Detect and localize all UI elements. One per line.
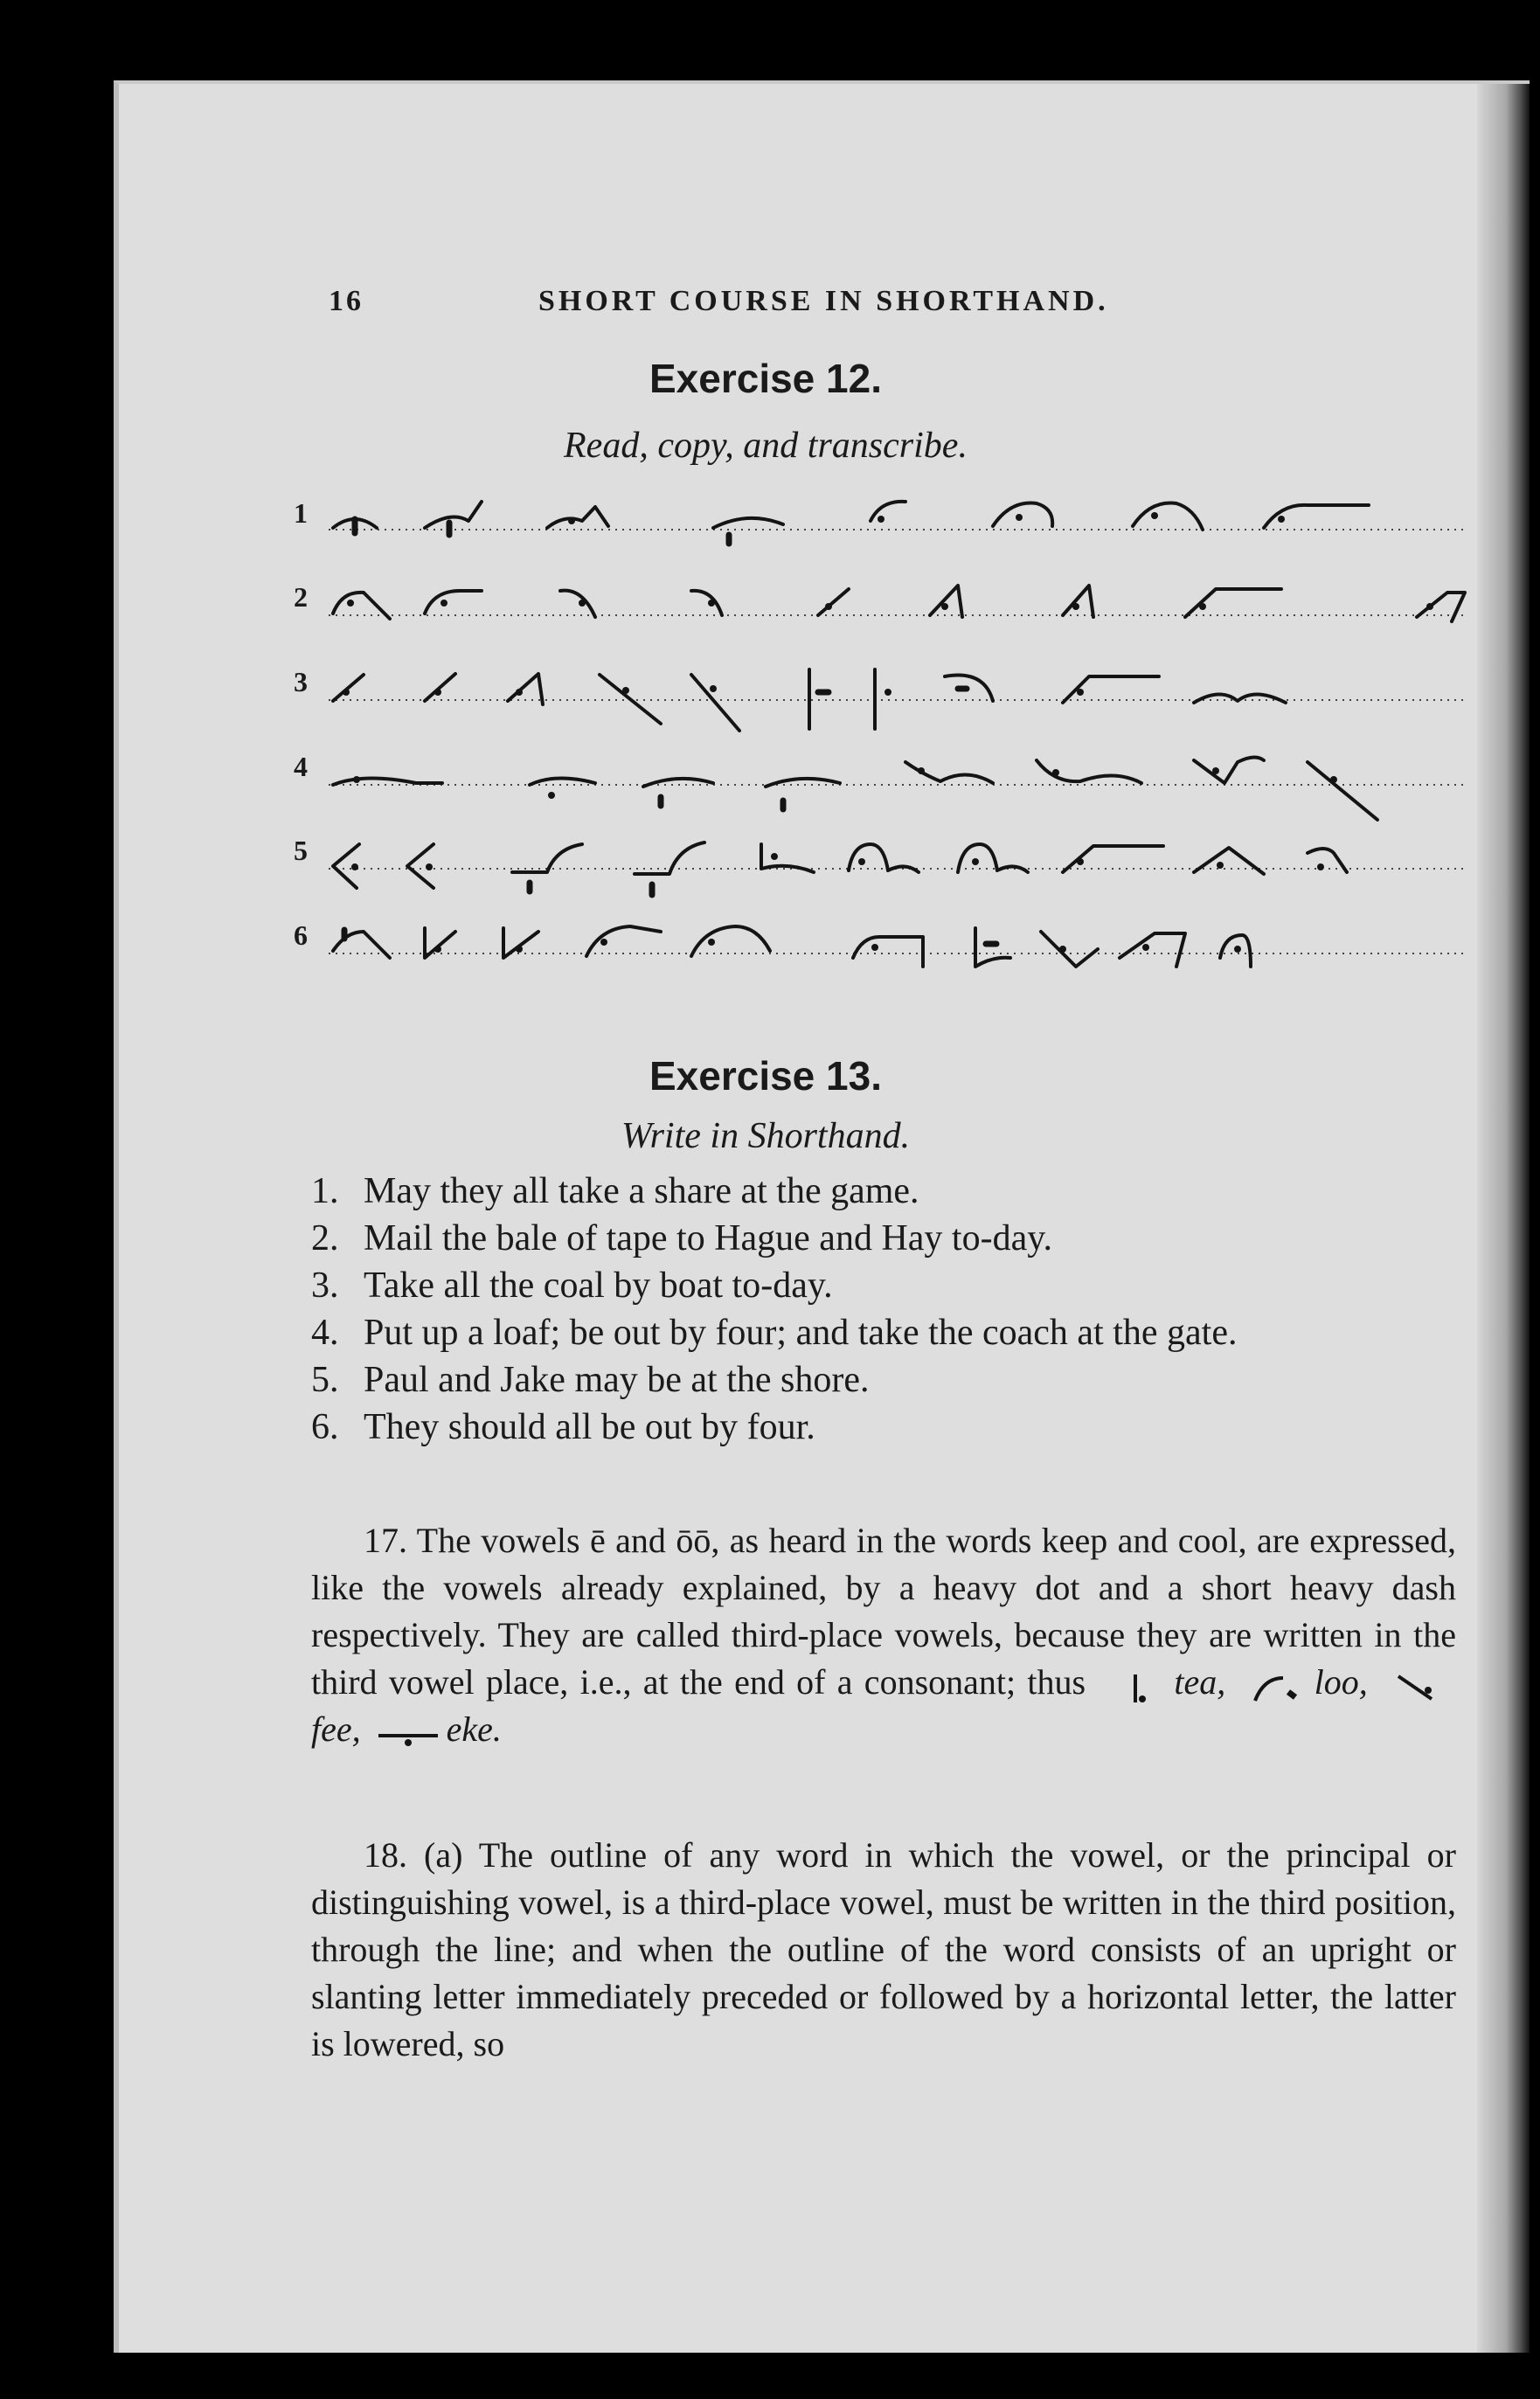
sentence-number: 1.: [311, 1171, 339, 1211]
sentence-text: May they all take a share at the game.: [364, 1171, 919, 1211]
running-title: SHORT COURSE IN SHORTHAND.: [538, 285, 1109, 317]
exercise-13-subtitle: Write in Shorthand.: [621, 1116, 911, 1156]
exercise-12-subtitle: Read, copy, and transcribe.: [564, 426, 968, 466]
sentence-number: 4.: [311, 1313, 339, 1353]
sentence-text: Mail the bale of tape to Hague and Hay to-day.: [364, 1218, 1052, 1258]
shorthand-tea: [1097, 1669, 1174, 1702]
sentence-number: 2.: [311, 1218, 339, 1258]
section-18: [311, 1832, 1456, 2068]
sentence-text: Put up a loaf; be out by four; and take the coach at the gate.: [364, 1313, 1238, 1353]
row-4-outlines: [333, 757, 1377, 820]
sentence-number: 6.: [311, 1407, 339, 1447]
sentence-item: [311, 1262, 1465, 1309]
row-number: 6: [294, 919, 308, 951]
sentence-item: [311, 1309, 1465, 1356]
shorthand-fee: [1379, 1669, 1456, 1702]
row-number: 2: [294, 581, 308, 613]
example-word: fee,: [311, 1709, 361, 1749]
exercise-13-title: Exercise 13.: [649, 1053, 882, 1099]
shorthand-outlines: [294, 495, 1482, 1098]
section-18-text: 18. (a) The outline of any word in which the vowel, or the principal or distinguishing vowel, is a third-place vowel, must be written in the third position, through the line; and when the outline of the word consists of an upright or slanting letter immediately preceded or followed by a horizontal letter, the latter is lowered, so: [311, 1835, 1456, 2063]
sentence-item: [311, 1404, 1465, 1451]
row-number: 1: [294, 497, 308, 529]
row-number: 4: [294, 751, 308, 782]
sentence-text: Paul and Jake may be at the shore.: [364, 1360, 870, 1400]
exercise-13-sentences: [311, 1168, 1465, 1451]
sentence-text: They should all be out by four.: [364, 1407, 815, 1447]
page-number: 16: [329, 285, 364, 317]
sentence-number: 3.: [311, 1265, 339, 1306]
row-number: 3: [294, 666, 308, 697]
sentence-number: 5.: [311, 1360, 339, 1400]
example-word: loo,: [1314, 1662, 1368, 1702]
shorthand-eke: [370, 1716, 447, 1750]
example-word: tea,: [1174, 1662, 1226, 1702]
sentence-text: Take all the coal by boat to-day.: [364, 1265, 833, 1306]
shorthand-drill: [294, 495, 1482, 1098]
section-17: [311, 1517, 1456, 1753]
row-1-outlines: [333, 502, 1369, 544]
book-page: [114, 80, 1530, 2353]
example-word: eke.: [446, 1709, 502, 1749]
sentence-item: [311, 1356, 1465, 1404]
sentence-item: [311, 1215, 1465, 1262]
row-6-outlines: [333, 926, 1251, 967]
sentence-item: [311, 1168, 1465, 1215]
shorthand-loo: [1238, 1669, 1315, 1702]
row-number: 5: [294, 835, 308, 866]
section-17-text: 17. The vowels ē and ōō, as heard in the words keep and cool, are expressed, like the vowels already explained, by a heavy dot and a short heavy dash respectively. They are called third-place vowels, because they are written in the third vowel place, i.e., at the end of a consonant; thus: [311, 1521, 1456, 1702]
exercise-12-title: Exercise 12.: [649, 356, 882, 401]
